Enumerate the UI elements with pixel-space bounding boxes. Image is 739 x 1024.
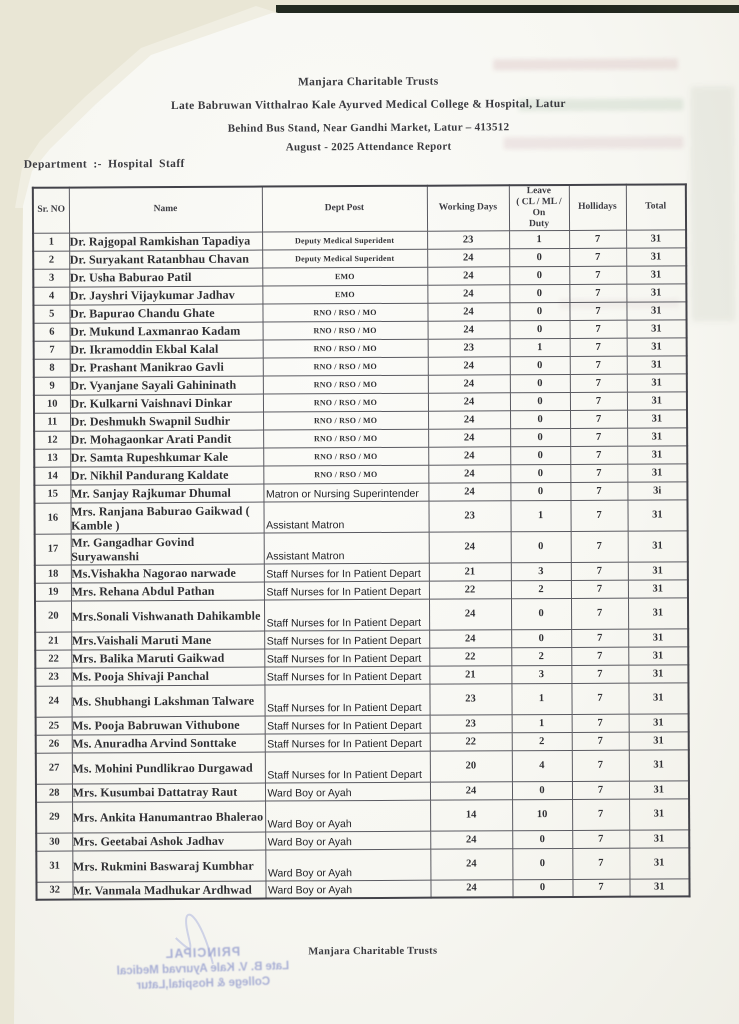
row-dept-post: Staff Nurses for In Patient Depart [264,666,429,685]
row-holidays: 7 [570,410,627,428]
row-name: Dr. Suryakant Ratanbhau Chavan [69,250,262,269]
row-holidays: 7 [571,683,628,714]
row-leave: 0 [512,879,572,897]
row-name: Dr. Vyanjane Sayali Gahininath [70,376,263,395]
row-working-days: 14 [430,799,512,830]
row-dept-post: Staff Nurses for In Patient Depart [265,715,430,734]
row-srno: 26 [36,735,72,753]
row-name: Mrs. Kusumbai Dattatray Raut [72,783,265,802]
row-dept-post: RNO / RSO / MO [262,303,427,322]
row-dept-post: Ward Boy or Ayah [265,849,430,881]
row-holidays: 7 [569,248,626,266]
row-dept-post: EMO [262,267,427,286]
row-total: 3i [627,482,687,500]
row-working-days: 24 [429,629,511,647]
row-total: 31 [629,750,689,781]
row-name: Dr. Mohagaonkar Arati Pandit [70,430,263,449]
report-title: August - 2025 Attendance Report [285,140,452,154]
row-total: 31 [626,248,686,266]
row-srno: 12 [34,431,70,449]
table-row [35,683,688,717]
row-srno: 22 [35,650,71,668]
row-holidays: 7 [572,830,629,848]
row-dept-post: RNO / RSO / MO [263,357,428,376]
table-row [35,531,688,565]
row-name: Mrs. Rehana Abdul Pathan [71,582,264,601]
row-dept-post: RNO / RSO / MO [263,447,428,466]
row-dept-post: Assistant Matron [263,501,428,533]
row-holidays: 7 [571,647,628,665]
row-srno: 23 [35,668,71,686]
row-working-days: 24 [428,428,510,446]
row-leave: 0 [511,598,571,629]
college-name: Late Babruwan Vitthalrao Kale Ayurved Medical College & Hospital, Latur [170,97,566,113]
row-srno: 29 [36,802,72,833]
row-total: 31 [627,320,687,338]
row-leave: 1 [509,230,569,248]
row-name: Dr. Jayshri Vijaykumar Jadhav [69,286,262,305]
attendance-table [32,183,691,901]
row-leave: 0 [510,374,570,392]
row-working-days: 24 [430,879,512,897]
row-total: 31 [627,500,687,531]
table-row [34,500,687,534]
row-holidays: 7 [572,781,629,799]
row-dept-post: Staff Nurses for In Patient Depart [264,648,429,667]
row-total: 31 [626,302,686,320]
row-leave: 0 [511,531,571,562]
table-row [36,848,689,882]
row-holidays: 7 [570,500,627,531]
row-name: Dr. Nikhil Pandurang Kaldate [70,466,263,485]
row-srno: 13 [34,449,70,467]
row-dept-post: RNO / RSO / MO [263,411,428,430]
row-working-days: 24 [428,482,510,500]
row-total: 31 [629,848,689,879]
row-srno: 28 [36,784,72,802]
row-working-days: 23 [428,338,510,356]
row-total: 31 [629,781,689,799]
row-holidays: 7 [570,392,627,410]
row-working-days: 24 [429,531,511,562]
row-holidays: 7 [570,374,627,392]
row-total: 31 [629,830,689,848]
row-srno: 1 [33,233,69,251]
row-dept-post: Assistant Matron [264,532,429,564]
row-working-days: 24 [428,356,510,374]
row-leave: 0 [510,356,570,374]
row-leave: 0 [510,464,570,482]
row-leave: 1 [512,714,572,732]
row-leave: 0 [510,410,570,428]
row-srno: 7 [34,341,70,359]
row-holidays: 7 [571,629,628,647]
row-total: 31 [627,338,687,356]
row-total: 31 [626,266,686,284]
row-leave: 0 [509,248,569,266]
row-holidays: 7 [569,284,626,302]
row-srno: 9 [34,377,70,395]
col-header-total: Total [626,184,686,230]
row-dept-post: EMO [262,285,427,304]
row-leave: 3 [511,665,571,683]
row-leave: 0 [510,446,570,464]
row-leave: 0 [509,266,569,284]
col-header-name: Name [69,187,262,233]
row-holidays: 7 [569,302,626,320]
row-holidays: 7 [572,848,629,879]
row-dept-post: Deputy Medical Superident [262,231,427,250]
row-name: Dr. Usha Baburao Patil [69,268,262,287]
col-header-srno: Sr. NO [33,188,69,233]
row-working-days: 24 [427,302,509,320]
row-srno: 30 [36,833,72,851]
row-working-days: 24 [428,374,510,392]
row-leave: 3 [511,562,571,580]
row-name: Dr. Bapurao Chandu Ghate [69,304,262,323]
row-working-days: 24 [428,464,510,482]
row-srno: 2 [33,251,69,269]
row-holidays: 7 [570,482,627,500]
bleedthrough-smudge [493,58,678,70]
row-holidays: 7 [570,320,627,338]
row-total: 31 [629,799,689,830]
row-name: Mrs.Sonali Vishwanath Dahikamble [71,600,264,632]
row-total: 31 [627,374,687,392]
row-working-days: 22 [429,580,511,598]
row-holidays: 7 [570,356,627,374]
row-dept-post: RNO / RSO / MO [263,465,428,484]
row-srno: 14 [34,467,70,485]
row-dept-post: RNO / RSO / MO [263,393,428,412]
row-working-days: 24 [427,284,509,302]
row-leave: 0 [509,284,569,302]
row-name: Ms. Mohini Pundlikrao Durgawad [72,752,265,784]
row-total: 31 [627,464,687,482]
row-name: Ms. Anuradha Arvind Sonttake [72,734,265,753]
row-holidays: 7 [569,230,626,248]
row-total: 31 [629,879,689,897]
row-dept-post: Ward Boy or Ayah [265,782,430,801]
row-holidays: 7 [570,464,627,482]
row-leave: 0 [512,781,572,799]
stamp-line-hospital: College & Hospital,Latur [136,976,271,993]
row-name: Dr. Deshmukh Swapnil Sudhir [70,412,263,431]
row-leave: 0 [510,428,570,446]
row-leave: 0 [509,302,569,320]
row-working-days: 24 [428,392,510,410]
stamp-line-principal: PRINCIPAL [164,944,241,962]
row-holidays: 7 [572,799,629,830]
row-dept-post: Staff Nurses for In Patient Depart [265,733,430,752]
row-working-days: 24 [428,320,510,338]
row-working-days: 24 [430,830,512,848]
row-total: 31 [627,410,687,428]
row-leave: 0 [511,629,571,647]
row-name: Dr. Ikramoddin Ekbal Kalal [70,340,263,359]
row-name: Mrs. Ankita Hanumantrao Bhalerao [72,801,265,833]
row-holidays: 7 [571,562,628,580]
row-total: 31 [627,428,687,446]
row-dept-post: Ward Boy or Ayah [265,800,430,832]
row-dept-post: Staff Nurses for In Patient Depart [264,630,429,649]
row-holidays: 7 [572,750,629,781]
row-dept-post: Ward Boy or Ayah [265,831,430,850]
table-row [36,879,689,900]
row-total: 31 [627,356,687,374]
row-holidays: 7 [571,580,628,598]
row-working-days: 23 [428,500,510,531]
row-name: Mrs. Geetabai Ashok Jadhav [72,832,265,851]
row-name: Dr. Prashant Manikrao Gavli [70,358,263,377]
row-srno: 5 [33,305,69,323]
row-holidays: 7 [572,732,629,750]
row-dept-post: Ward Boy or Ayah [265,880,430,899]
row-total: 31 [628,629,688,647]
row-srno: 6 [34,323,70,341]
row-dept-post: Staff Nurses for In Patient Depart [264,563,429,582]
row-leave: 0 [512,830,572,848]
table-header-row [33,184,686,233]
row-srno: 25 [36,717,72,735]
row-dept-post: Staff Nurses for In Patient Depart [265,751,430,783]
row-name: Ms. Pooja Babruwan Vithubone [72,716,265,735]
row-holidays: 7 [572,714,629,732]
row-holidays: 7 [572,879,629,897]
trust-name: Manjara Charitable Trusts [297,75,439,89]
row-name: Mrs. Balika Maruti Gaikwad [71,649,264,668]
table-row [36,799,689,833]
row-dept-post: Deputy Medical Superident [262,249,427,268]
row-working-days: 22 [429,647,511,665]
row-name: Dr. Mukund Laxmanrao Kadam [70,322,263,341]
row-total: 31 [628,598,688,629]
row-working-days: 23 [430,714,512,732]
row-srno: 31 [36,851,72,882]
row-working-days: 24 [428,446,510,464]
row-working-days: 24 [428,410,510,428]
row-total: 31 [628,683,688,714]
row-leave: 0 [510,482,570,500]
row-name: Ms. Shubhangi Lakshman Talware [71,685,264,717]
row-total: 31 [626,230,686,248]
row-working-days: 21 [429,562,511,580]
row-dept-post: Staff Nurses for In Patient Depart [264,581,429,600]
row-total: 31 [629,732,689,750]
row-srno: 10 [34,395,70,413]
row-total: 31 [629,714,689,732]
row-leave: 0 [510,392,570,410]
col-header-working-days: Working Days [427,185,509,231]
row-leave: 10 [512,799,572,830]
row-leave: 2 [511,647,571,665]
row-holidays: 7 [571,531,628,562]
row-holidays: 7 [570,446,627,464]
row-name: Ms. Pooja Shivaji Panchal [71,667,264,686]
row-srno: 18 [35,565,71,583]
row-leave: 1 [511,683,571,714]
row-dept-post: Staff Nurses for In Patient Depart [264,684,429,716]
row-srno: 27 [36,753,72,784]
table-row [35,598,688,632]
row-dept-post: RNO / RSO / MO [263,321,428,340]
row-srno: 16 [34,503,70,534]
row-holidays: 7 [570,338,627,356]
row-name: Dr. Samta Rupeshkumar Kale [70,448,263,467]
college-address: Behind Bus Stand, Near Gandhi Market, Latur – 413512 [227,121,510,135]
row-srno: 3 [33,269,69,287]
row-srno: 4 [33,287,69,305]
row-dept-post: RNO / RSO / MO [263,429,428,448]
row-working-days: 24 [427,248,509,266]
row-srno: 15 [34,485,70,503]
row-working-days: 24 [429,598,511,629]
row-name: Mrs. Ranjana Baburao Gaikwad ( Kamble ) [70,502,263,534]
row-leave: 4 [512,750,572,781]
row-working-days: 24 [430,781,512,799]
row-srno: 8 [34,359,70,377]
department-label: Department :- Hospital Staff [23,157,185,171]
row-total: 31 [628,665,688,683]
row-working-days: 23 [429,683,511,714]
row-holidays: 7 [570,428,627,446]
row-dept-post: Matron or Nursing Superintender [263,483,428,502]
row-total: 31 [626,284,686,302]
row-working-days: 21 [429,665,511,683]
row-holidays: 7 [571,598,628,629]
row-leave: 2 [512,732,572,750]
row-leave: 1 [510,500,570,531]
principal-stamp-bleedthrough [80,941,325,997]
row-name: Mrs.Vaishali Maruti Mane [71,631,264,650]
row-working-days: 22 [430,732,512,750]
row-leave: 1 [510,338,570,356]
footer-trust-name: Manjara Charitable Trusts [308,945,438,958]
row-name: Dr. Rajgopal Ramkishan Tapadiya [69,232,262,251]
row-srno: 32 [36,882,72,900]
row-name: Dr. Kulkarni Vaishnavi Dinkar [70,394,263,413]
row-working-days: 24 [430,848,512,879]
col-header-leave: Leave ( CL / ML / On Duty [509,185,569,231]
row-srno: 17 [35,534,71,565]
col-header-post: Dept Post [262,186,427,232]
row-working-days: 20 [430,750,512,781]
row-total: 31 [627,392,687,410]
row-srno: 21 [35,632,71,650]
row-leave: 0 [512,848,572,879]
row-name: Mr. Gangadhar Govind Suryawanshi [71,533,264,565]
row-srno: 19 [35,583,71,601]
row-name: Ms.Vishakha Nagorao narwade [71,564,264,583]
row-total: 31 [627,446,687,464]
row-dept-post: Staff Nurses for In Patient Depart [264,599,429,631]
row-srno: 24 [35,686,71,717]
row-total: 31 [628,531,688,562]
row-total: 31 [628,647,688,665]
row-dept-post: RNO / RSO / MO [263,375,428,394]
stamp-line-college: Late B. V. Kale Ayurvad Medical [116,960,290,978]
row-holidays: 7 [569,266,626,284]
row-total: 31 [628,580,688,598]
row-srno: 11 [34,413,70,431]
row-name: Mr. Sanjay Rajkumar Dhumal [70,484,263,503]
row-leave: 2 [511,580,571,598]
row-dept-post: RNO / RSO / MO [263,339,428,358]
col-header-holidays: Hollidays [569,185,626,230]
row-working-days: 23 [427,230,509,248]
row-name: Mrs. Rukmini Baswaraj Kumbhar [72,850,265,882]
row-working-days: 24 [427,266,509,284]
row-srno: 20 [35,601,71,632]
row-name: Mr. Vanmala Madhukar Ardhwad [72,881,265,900]
row-leave: 0 [510,320,570,338]
row-holidays: 7 [571,665,628,683]
table-row [36,750,689,784]
row-total: 31 [628,562,688,580]
